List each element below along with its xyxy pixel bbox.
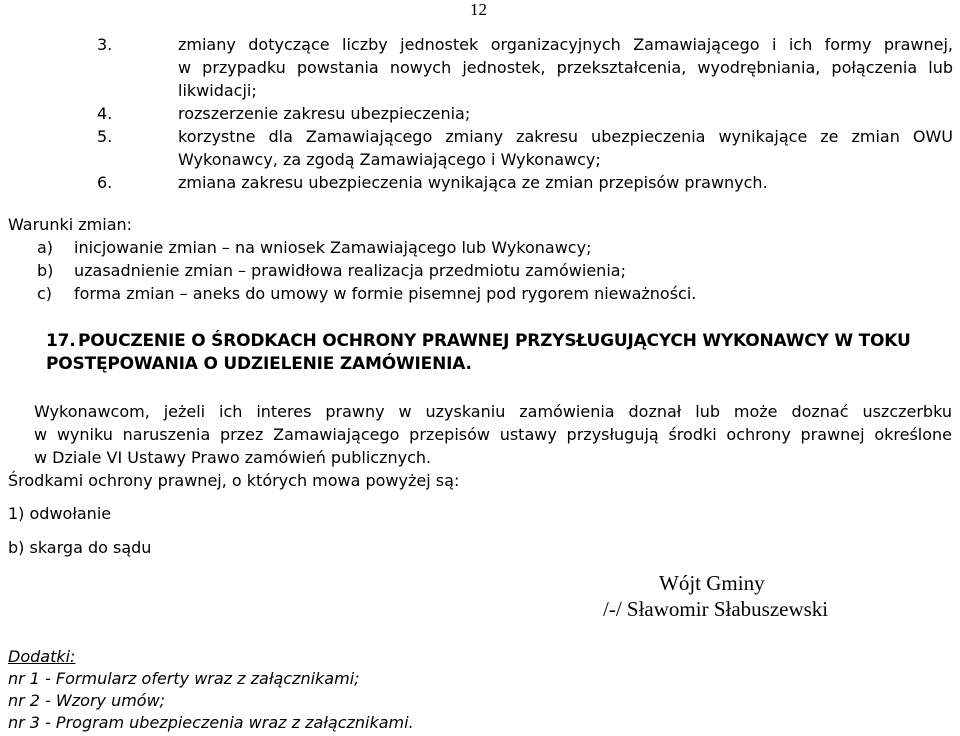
condition-text: inicjowanie zmian – na wniosek Zamawiającego lub Wykonawcy; [74, 238, 592, 257]
section-title: POUCZENIE O ŚRODKACH OCHRONY PRAWNEJ PRZYSŁUGUJĄCYCH WYKONAWCY W TOKU [78, 331, 911, 351]
remedy-item: 1) odwołanie [8, 504, 112, 523]
attachment-item: nr 1 - Formularz oferty wraz z załącznikami; [8, 669, 360, 688]
signature-title: Wójt Gminy [659, 571, 765, 595]
list-item-line: w przypadku powstania nowych jednostek, przekształcenia, wyodrębniania, połączenia lub [178, 58, 953, 77]
signature-name: /-/ Sławomir Słabuszewski [603, 597, 829, 621]
remedies-intro: Środkami ochrony prawnej, o których mowa powyżej są: [8, 471, 460, 490]
item-number: 6. [97, 173, 113, 192]
attachment-item: nr 2 - Wzory umów; [8, 691, 166, 710]
attachments-title: Dodatki: [8, 647, 76, 666]
list-item-line: Wykonawcy, za zgodą Zamawiającego i Wykonawcy; [178, 150, 601, 169]
attachment-item: nr 3 - Program ubezpieczenia wraz z załącznikami. [8, 713, 414, 732]
condition-label: a) [37, 238, 54, 257]
item-number: 5. [97, 127, 113, 146]
condition-label: b) [37, 261, 54, 280]
item-number: 4. [97, 104, 113, 123]
condition-text: uzasadnienie zmian – prawidłowa realizacja przedmiotu zamówienia; [74, 261, 626, 280]
list-item-line: likwidacji; [178, 81, 257, 100]
paragraph-line: w Dziale VI Ustawy Prawo zamówień publicznych. [34, 448, 432, 467]
item-number: 3. [97, 35, 113, 54]
condition-label: c) [37, 284, 53, 303]
list-item-line: zmiana zakresu ubezpieczenia wynikająca ze zmian przepisów prawnych. [178, 173, 768, 192]
remedy-item: b) skarga do sądu [8, 538, 152, 557]
list-item-line: rozszerzenie zakresu ubezpieczenia; [178, 104, 471, 123]
page-number: 12 [470, 0, 487, 19]
conditions-title: Warunki zmian: [8, 215, 133, 234]
paragraph-line: Wykonawcom, jeżeli ich interes prawny w uzyskaniu zamówienia doznał lub może doznać uszczerbku [34, 402, 952, 421]
section-title: POSTĘPOWANIA O UDZIELENIE ZAMÓWIENIA. [46, 354, 472, 374]
paragraph-line: w wyniku naruszenia przez Zamawiającego przepisów ustawy przysługują środki ochrony prawnej określone [34, 425, 952, 444]
list-item-line: zmiany dotyczące liczby jednostek organizacyjnych Zamawiającego i ich formy prawnej, [178, 35, 953, 54]
section-number: 17. [46, 331, 76, 351]
condition-text: forma zmian – aneks do umowy w formie pisemnej pod rygorem nieważności. [74, 284, 697, 303]
list-item-line: korzystne dla Zamawiającego zmiany zakresu ubezpieczenia wynikające ze zmian OWU [178, 127, 953, 146]
